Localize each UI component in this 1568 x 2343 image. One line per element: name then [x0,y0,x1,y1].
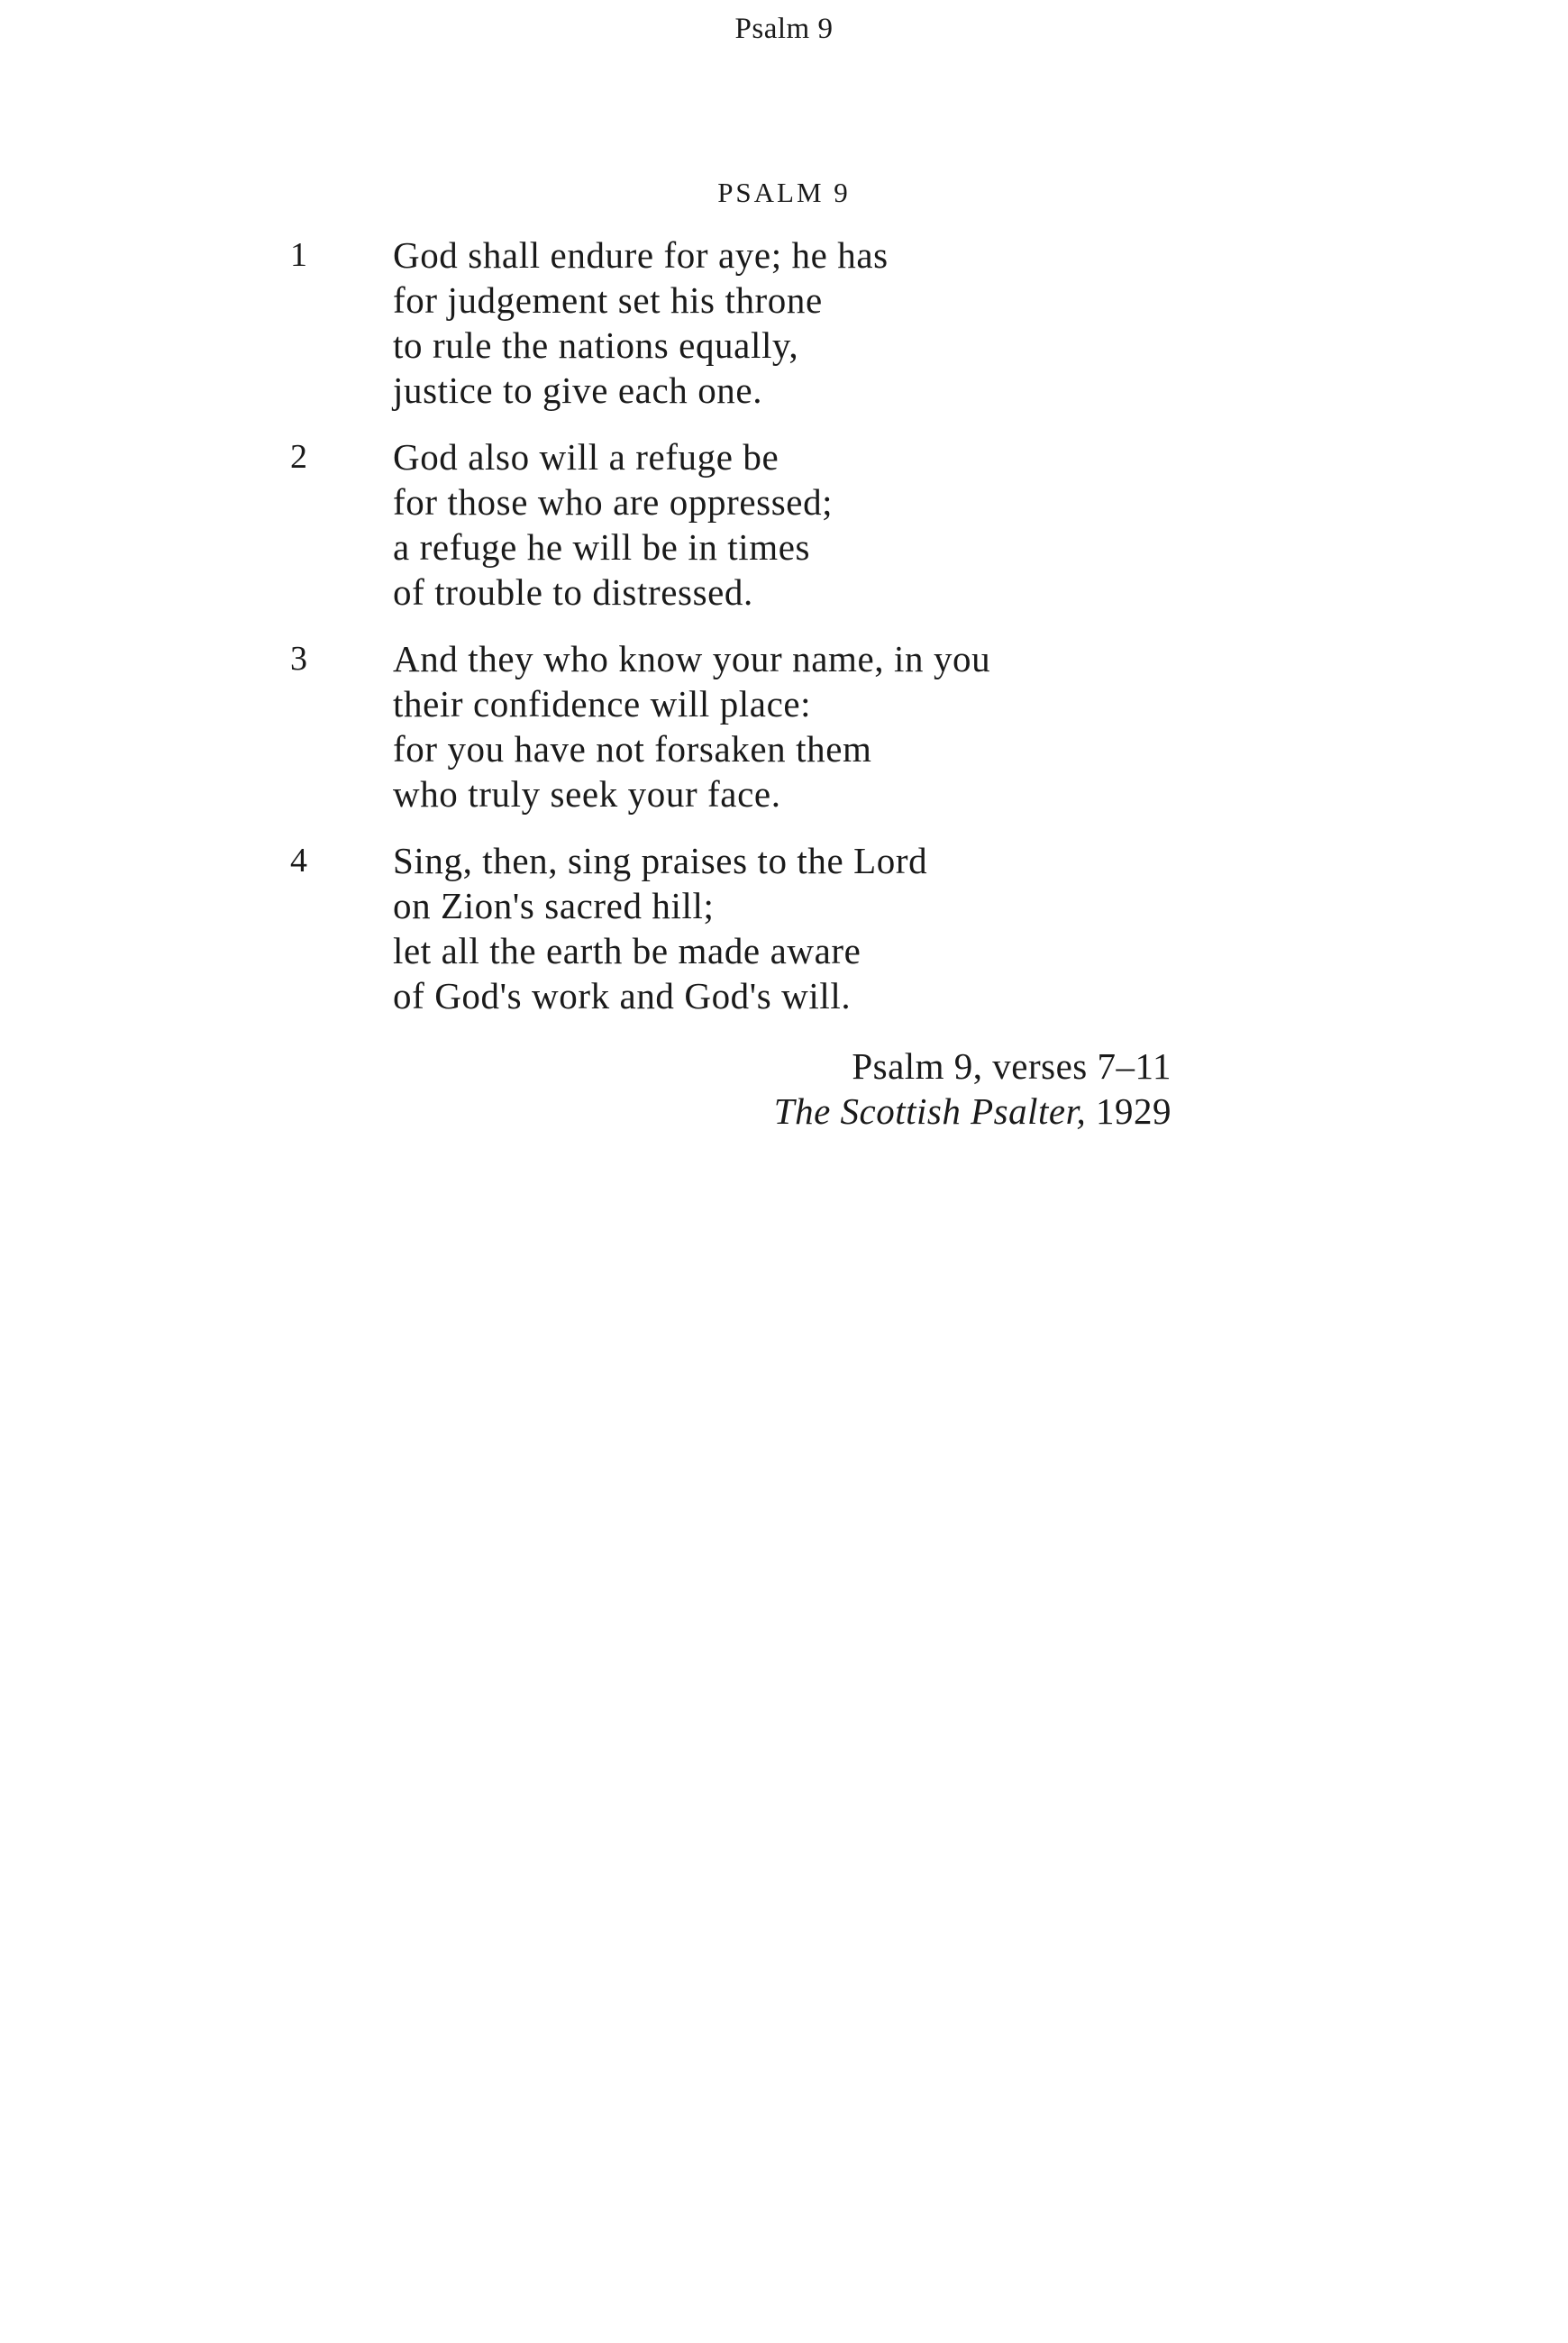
source-citation [774,1089,1171,1134]
verse-line: for those who are oppressed; [393,481,834,523]
stanza-number: 1 [290,236,307,274]
verse-line: for judgement set his throne [393,279,823,321]
stanza-lines [393,232,1568,413]
stanza-number: 2 [290,438,307,476]
attribution [774,1044,1171,1134]
stanza-lines [393,434,1568,615]
stanza [0,434,1568,615]
psalm-reference: Psalm 9, verses 7–11 [852,1045,1171,1087]
verse-line: Sing, then, sing praises to the Lord [393,840,928,881]
stanza [0,636,1568,816]
verse-line: to rule the nations equally, [393,324,799,366]
stanza [0,838,1568,1018]
stanza-number: 3 [290,640,307,678]
verse-line: on Zion's sacred hill; [393,885,715,926]
verse-line: their confidence will place: [393,683,812,725]
verses [0,232,1568,1040]
verse-line: a refuge he will be in times [393,526,811,568]
verse-line: justice to give each one. [393,369,763,411]
verse-line: of trouble to distressed. [393,571,753,613]
verse-line: of God's work and God's will. [393,975,852,1017]
source-title: The Scottish Psalter, [773,1090,1087,1132]
verse-line: God also will a refuge be [393,436,779,478]
verse-line: who truly seek your face. [393,773,781,815]
verse-line: And they who know your name, in you [393,638,991,679]
verse-line: let all the earth be made aware [393,930,861,971]
stanza [0,232,1568,413]
stanza-lines [393,636,1568,816]
verse-line: God shall endure for aye; he has [393,234,889,276]
stanza-number: 4 [290,842,307,880]
source-year: 1929 [1096,1090,1171,1132]
verse-line: for you have not forsaken them [393,728,872,770]
stanza-lines [393,838,1568,1018]
running-head: Psalm 9 [734,13,834,45]
psalm-title: PSALM 9 [717,177,851,208]
